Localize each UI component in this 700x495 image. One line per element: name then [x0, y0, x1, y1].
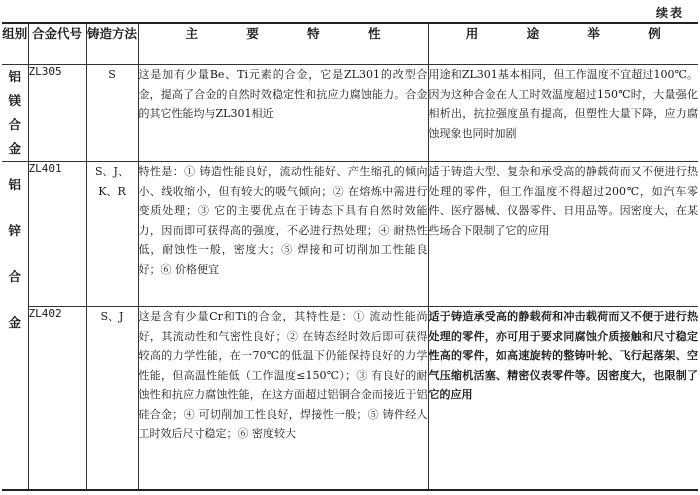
- continued-label: 续表: [655, 6, 684, 20]
- header-alloy-code: 合金代号: [28, 23, 86, 65]
- uses-cell: 适于铸造大型、复杂和承受高的静载荷而又不便进行热处理的零件，但工作温度不得超过200℃，如汽车零件、医疗器械、仪器零件、日用品等。因密度大，在某些场合下限制了它的应用: [428, 162, 698, 307]
- alloy-code-cell: ZL402: [28, 307, 86, 491]
- casting-method-cell: S: [86, 65, 138, 162]
- casting-method-cell: S、J、K、R: [86, 162, 138, 307]
- features-cell: 这是含有少量Cr和Ti的合金，其特性是：① 流动性能尚好，其流动性和气密性良好；② 在铸态经时效后即可获得较高的力学性能，在一70℃的低温下仍能保持良好的力学性能，但高温性能低（工作温度≤150℃）；③ 有良好的耐蚀性和抗应力腐蚀性能，在这方面超过铝铜合金而接近于铝硅合金；④ 可切削加工性良好，焊接性一般；⑤ 铸件经人工时效后尺寸稳定；⑥ 密度较大: [138, 307, 428, 491]
- group-char: 合: [8, 269, 21, 284]
- group-char: 金: [8, 141, 21, 156]
- group-char: 金: [8, 315, 21, 330]
- uses-cell: 用途和ZL301基本相同，但工作温度不宜超过100℃。因为这种合金在人工时效温度超过150℃时，大量强化相析出，抗拉强度虽有提高，但塑性大量下降，应力腐蚀现象也同时加剧: [428, 65, 698, 162]
- table-row: [2, 65, 698, 162]
- group-char: 合: [8, 117, 21, 132]
- group-char: 锌: [8, 223, 21, 238]
- alloy-code-cell: ZL305: [28, 65, 86, 162]
- header-uses: 用 途 举 例: [428, 23, 698, 65]
- table-row: [2, 307, 698, 491]
- header-casting-method: 铸造方法: [86, 23, 138, 65]
- features-cell: 特性是：① 铸造性能良好，流动性能好、产生缩孔的倾向小、线收缩小，但有较大的吸气倾向；② 在熔炼中需进行变质处理；③ 它的主要优点在于铸态下具有自然时效能力，因而即可获得高的强度，不必进行热处理；④ 耐热性低，耐蚀性一般，密度大；⑤ 焊接和可切削加工性能良好；⑥ 价格便宜: [138, 162, 428, 307]
- table-header-row: [2, 23, 698, 65]
- group-cell-al-zn: [2, 162, 28, 491]
- group-char: 镁: [8, 93, 21, 108]
- uses-cell: 适于铸造承受高的静载荷和冲击载荷而又不便于进行热处理的零件，亦可用于要求同腐蚀介质接触和尺寸稳定性高的零件，如高速旋转的整铸叶轮、飞行起落架、空气压缩机活塞、精密仪表零件等。因密度大，也限制了它的应用: [428, 307, 698, 491]
- group-cell-al-mg: [2, 65, 28, 162]
- features-cell: 这是加有少量Be、Ti元素的合金，它是ZL301的改型合金，提高了合金的自然时效稳定性和抗应力腐蚀能力。合金的其它性能均与ZL301相近: [138, 65, 428, 162]
- group-char: 铝: [8, 177, 21, 192]
- alloy-code-cell: ZL401: [28, 162, 86, 307]
- casting-method-cell: S、J: [86, 307, 138, 491]
- header-group: 组别: [2, 23, 28, 65]
- group-char: 铝: [8, 69, 21, 84]
- alloy-table: [2, 22, 698, 491]
- table-row: [2, 162, 698, 307]
- header-features: 主 要 特 性: [138, 23, 428, 65]
